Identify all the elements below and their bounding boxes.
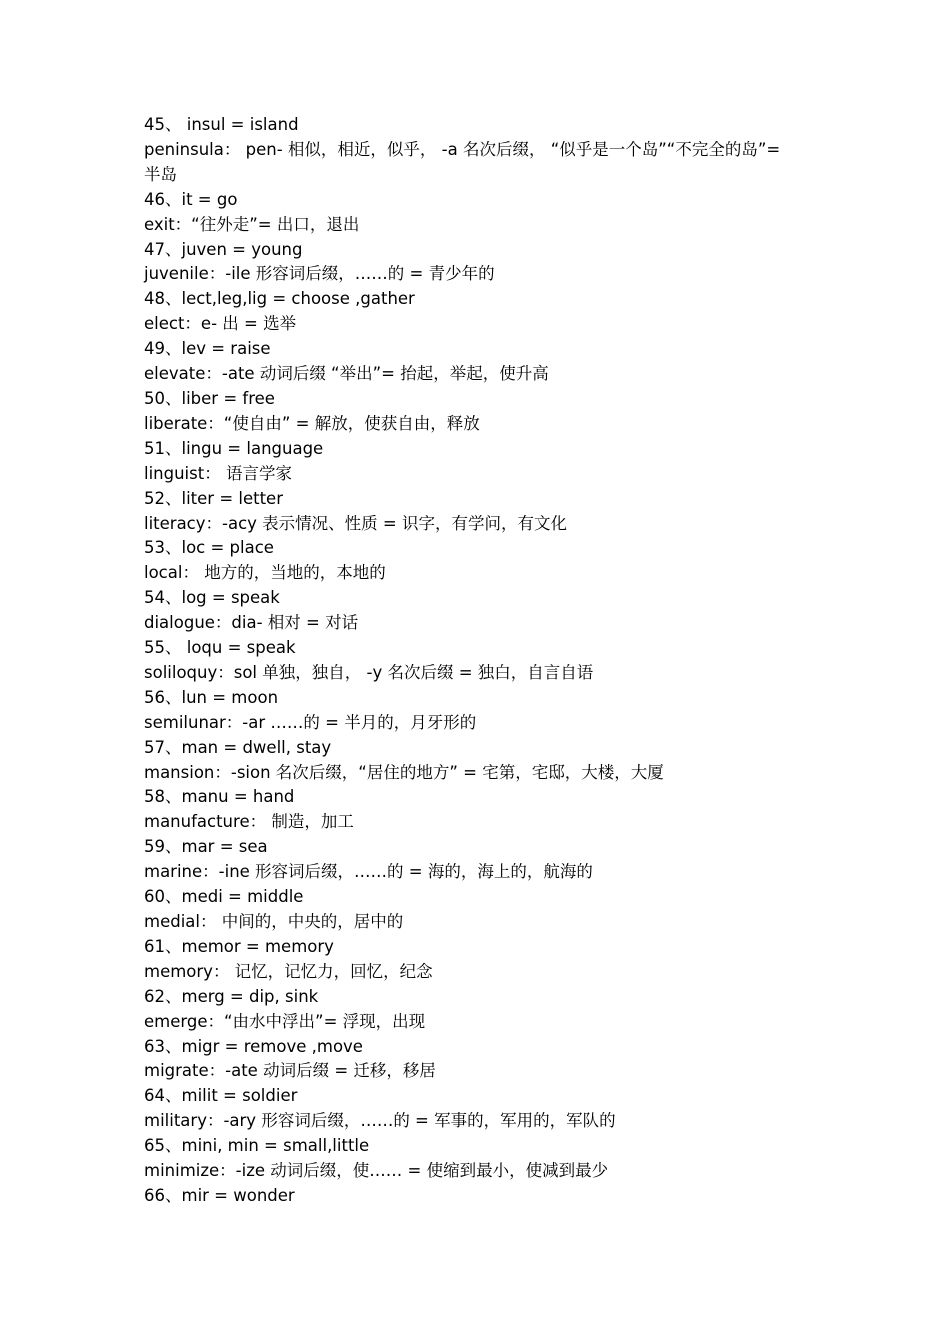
root-heading-65: 65、mini, min = small,little xyxy=(144,1136,370,1156)
root-heading-63: 63、migr = remove ,move xyxy=(144,1036,363,1056)
example-local: local： 地方的，当地的，本地的 xyxy=(144,563,386,583)
example-liberate: liberate：“使自由” = 解放，使获自由，释放 xyxy=(144,413,480,433)
example-juvenile: juvenile：-ile 形容词后缀，……的 = 青少年的 xyxy=(144,264,495,284)
example-peninsula: peninsula： pen- 相似，相近，似乎， -a 名次后缀， “似乎是一个岛”“不完全的岛”= xyxy=(144,139,781,159)
example-minimize: minimize：-ize 动词后缀，使…… = 使缩到最小，使减到最少 xyxy=(144,1161,609,1181)
example-semilunar: semilunar：-ar ……的 = 半月的，月牙形的 xyxy=(144,712,477,732)
example-soliloquy: soliloquy：sol 单独，独自， -y 名次后缀 = 独白，自言自语 xyxy=(144,662,594,682)
example-elevate: elevate：-ate 动词后缀 “举出”= 抬起，举起，使升高 xyxy=(144,364,549,384)
example-peninsula-continued: 半岛 xyxy=(144,164,177,184)
root-heading-57: 57、man = dwell, stay xyxy=(144,737,332,757)
example-literacy: literacy：-acy 表示情况、性质 = 识字，有学问，有文化 xyxy=(144,513,567,533)
example-mansion: mansion：-sion 名次后缀，“居住的地方” = 宅第，宅邸，大楼，大厦 xyxy=(144,762,664,782)
root-heading-53: 53、loc = place xyxy=(144,538,274,558)
root-heading-64: 64、milit = soldier xyxy=(144,1086,298,1106)
root-heading-47: 47、juven = young xyxy=(144,239,303,259)
root-heading-50: 50、liber = free xyxy=(144,388,275,408)
example-manufacture: manufacture： 制造，加工 xyxy=(144,812,354,832)
root-heading-48: 48、lect,leg,lig = choose ,gather xyxy=(144,289,415,309)
root-heading-49: 49、lev = raise xyxy=(144,339,271,359)
root-heading-46: 46、it = go xyxy=(144,189,238,209)
example-memory: memory： 记忆，记忆力，回忆，纪念 xyxy=(144,961,433,981)
example-migrate: migrate：-ate 动词后缀 = 迁移，移居 xyxy=(144,1061,436,1081)
example-dialogue: dialogue：dia- 相对 = 对话 xyxy=(144,613,359,633)
root-heading-58: 58、manu = hand xyxy=(144,787,295,807)
example-marine: marine：-ine 形容词后缀，……的 = 海的，海上的，航海的 xyxy=(144,862,593,882)
root-heading-59: 59、mar = sea xyxy=(144,837,268,857)
root-heading-66: 66、mir = wonder xyxy=(144,1185,295,1205)
example-elect: elect：e- 出 = 选举 xyxy=(144,314,297,334)
example-emerge: emerge：“由水中浮出”= 浮现，出现 xyxy=(144,1011,426,1031)
root-heading-45: 45、 insul = island xyxy=(144,115,299,134)
root-heading-61: 61、memor = memory xyxy=(144,936,334,956)
root-heading-55: 55、 loqu = speak xyxy=(144,638,296,658)
word-root-list xyxy=(144,113,824,1209)
root-heading-54: 54、log = speak xyxy=(144,588,280,608)
example-medial: medial： 中间的，中央的，居中的 xyxy=(144,912,404,931)
root-heading-52: 52、liter = letter xyxy=(144,488,283,508)
example-linguist: linguist： 语言学家 xyxy=(144,463,292,483)
root-heading-62: 62、merg = dip, sink xyxy=(144,986,319,1006)
root-heading-60: 60、medi = middle xyxy=(144,887,304,907)
example-exit: exit：“往外走”= 出口，退出 xyxy=(144,214,360,234)
root-heading-56: 56、lun = moon xyxy=(144,687,279,707)
example-military: military：-ary 形容词后缀，……的 = 军事的，军用的，军队的 xyxy=(144,1111,616,1131)
root-heading-51: 51、lingu = language xyxy=(144,438,324,458)
